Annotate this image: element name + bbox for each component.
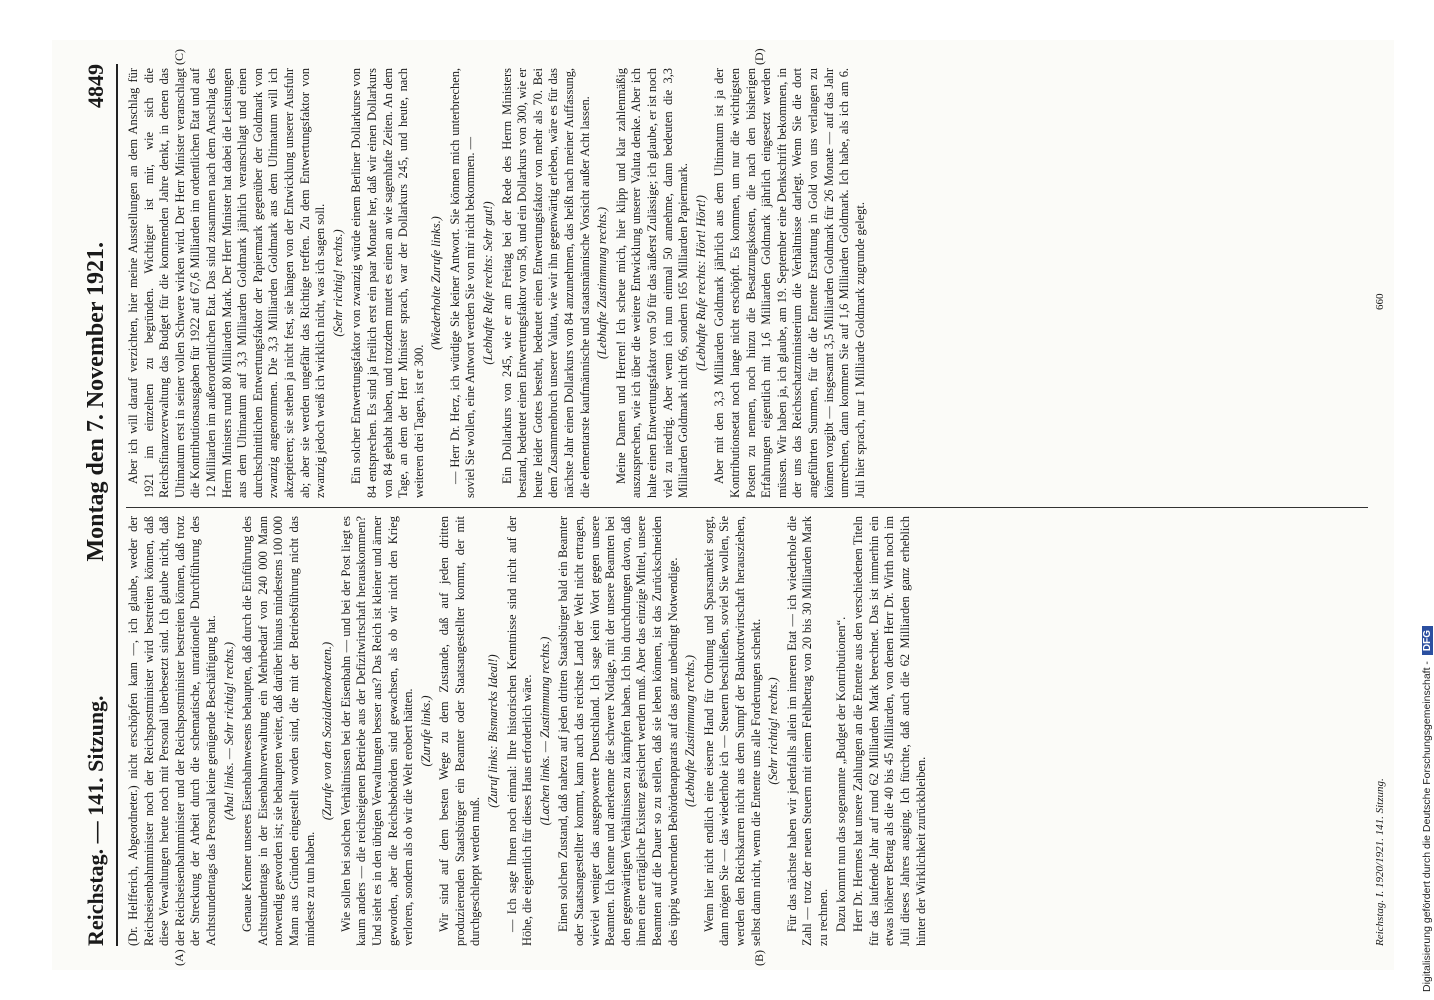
paragraph: — Herr Dr. Herz, ich würdige Sie keiner Antwort. Sie können mich unterbrechen, soviel Sie wollen, eine Antwort werden Sie von mir nicht bekommen. — <box>447 68 478 498</box>
interjection: (Lebhafte Zustimmung rechts.) <box>595 207 610 360</box>
interjection: (Zuruf links: Bismarcks Ideal!) <box>486 654 501 808</box>
interjection: (Zurufe links.) <box>418 695 433 767</box>
interjection: (Zurufe von den Sozialdemokraten.) <box>320 641 335 821</box>
scanned-page-area <box>52 40 1394 970</box>
margin-letter-a: (A) <box>172 949 186 966</box>
paragraph: Ein solcher Entwertungsfaktor von zwanzig würde einem Berliner Dollarkurse von 84 entsprechen. Es sind ja freilich erst ein paar Monate her, daß wir einen Dollarkurs von 84 gehabt haben, und trotzdem mutet es einen an wie sagenhafte Zeiten. An dem Tage, an dem der Herr Minister sprach, war der Dollarkurs 245, und heute, nach weiteren drei Tagen, ist er 300. <box>349 68 426 498</box>
footer-sheet-number: 660 <box>1374 293 1386 310</box>
header-date: Montag den 7. November 1921. <box>82 241 109 562</box>
funding-text: Digitalisierung gefördert durch die Deutsche Forschungsgemeinschaft - <box>1421 661 1433 992</box>
paragraph: (Dr. Helfferich, Abgeordneter.) nicht erschöpfen kann —, ich glaube, weder der Reichseisenbahnminister noch der Reichspostminister wird bestreiten können, daß diese Verwaltungen heute noch mit Personal überbesetzt sind. Ich glaube nicht, daß der Reichseisenbahnminister und der Reichspostminister bestreiten können, daß trotz der Streckung der Arbeit durch die schematische, unrationelle Durchführung des Achtstundentags das Personal keine genügende Beschäftigung hat. <box>126 516 218 946</box>
paragraph: Wir sind auf dem besten Wege zu dem Zustande, daß auf jeden dritten produzierenden Staatsbürger ein Beamter oder Staatsangestellter kommt, der mit durchgeschleppt werden muß. <box>437 516 483 946</box>
page-header <box>76 64 118 946</box>
footer-signature: Reichstag. I. 1920/1921. 141. Sitzung. <box>1374 778 1386 946</box>
page-number: 4849 <box>83 64 108 109</box>
paragraph: Aber ich will darauf verzichten, hier meine Ausstellungen an dem Anschlag für 1921 im einzelnen zu begründen. Wichtiger ist mir, wie sich die Reichsfinanzverwaltung das Budget für die kommenden Jahre denkt, in denen das Ultimatum erst in seiner vollen Schwere wirken wird. Der Herr Minister veranschlagt die Kontributionsausgaben für 1922 auf 67,6 Milliarden im ordentlichen Etat und auf 12 Milliarden im außerordentlichen Etat. Das sind zusammen nach dem Anschlag des Herrn Ministers rund 80 Milliarden Mark. Der Herr Minister hat dabei die Leistungen aus dem Ultimatum auf 3,3 Milliarden Goldmark jährlich veranschlagt und einen durchschnittlichen Entwertungsfaktor der Papiermark gegenüber der Goldmark von zwanzig angenommen. Die 3,3 Milliarden Goldmark aus dem Ultimatum will ich akzeptieren; sie stehen ja nicht fest, sie hängen von der Entwicklung unserer Ausfuhr ab; aber sie werden ungefähr das Richtige treffen. Zu dem Entwertungsfaktor von zwanzig jedoch weiß ich wirklich nicht, was ich sagen soll. <box>126 68 328 498</box>
interjection: (Wiederholte Zurufe links.) <box>429 216 444 350</box>
paragraph: Ein Dollarkurs von 245, wie er am Freitag bei der Rede des Herrn Ministers bestand, bedeutet einen Entwertungsfaktor von 58, und ein Dollarkurs von 300, wie er heute leider Gottes besteht, bedeutet einen Entwertungsfaktor von mehr als 70. Bei dem Zusammenbruch unserer Valuta, wie wir ihn gegenwärtig erleben, wäre es für das nächste Jahr einen Dollarkurs von 84 anzunehmen, das heißt nach meiner Auffassung, die elementarste kaufmännische und staatsmännische Vorsicht außer Acht lassen. <box>499 68 592 498</box>
column-divider <box>126 507 1368 508</box>
margin-letter-c: (C) <box>172 49 186 65</box>
interjection: (Sehr richtig! rechts.) <box>766 677 781 785</box>
interjection: (Lebhafte Zustimmung rechts.) <box>683 655 698 808</box>
interjection: (Lebhafte Rufe rechts: Hört! Hört!) <box>693 195 708 371</box>
paragraph: Wenn hier nicht endlich eine eiserne Hand für Ordnung und Sparsamkeit sorgt, dann mögen Sie — das wiederhole ich — Steuern beschließen, soviel Sie wollen, Sie werden den Reichskarren nicht aus dem Sumpf der Bankrottwirtschaft herausziehen, selbst dann nicht, wenn die Entente uns alle Forderungen schenkt. <box>701 516 763 946</box>
paragraph: Aber mit den 3,3 Milliarden Goldmark jährlich aus dem Ultimatum ist ja der Kontributionsetat noch lange nicht erschöpft. Es kommen, um nur die wichtigsten Posten zu nennen, noch hinzu die Besatzungskosten, die nach den bisherigen Erfahrungen eigentlich mit 1,6 Milliarden Goldmark jährlich eingesetzt werden müssen. Wir haben ja, ich glaube, am 19. September eine Denkschrift bekommen, in der uns das Reichsschatzministerium die Verhältnisse darlegt. Wenn Sie die dort angeführten Summen, für die die Entente Erstattung in Gold von uns verlangen zu können vorgibt — insgesamt 3,5 Milliarden Goldmark für 26 Monate — auf das Jahr umrechnen, dann kommen Sie auf 1,6 Milliarden Goldmark. Ich habe, als ich am 6. Juli hier sprach, nur 1 Milliarde Goldmark zugrunde gelegt. <box>712 68 867 498</box>
newspaper-page <box>52 40 1394 970</box>
text-column-left <box>126 516 1366 946</box>
interjection: (Sehr richtig! rechts.) <box>330 229 345 337</box>
margin-letter-d: (D) <box>752 48 766 65</box>
interjection: (Lebhafte Rufe rechts: Sehr gut!) <box>481 201 496 365</box>
dfg-logo: DFG <box>1422 626 1433 655</box>
paragraph: Für das nächste haben wir jedenfalls allein im inneren Etat — ich wiederhole die Zahl — trotz der neuen Steuern mit einem Fehlbetrag von 20 bis 30 Milliarden Mark zu rechnen. <box>784 516 830 946</box>
text-column-right <box>126 68 1366 498</box>
interjection: (Lachen links. — Zustimmung rechts.) <box>537 636 552 826</box>
paragraph: Genaue Kenner unseres Eisenbahnwesens behaupten, daß durch die Einführung des Achtstundentags in der Eisenbahnverwaltung ein Mehrbedarf von 240 000 Mann notwendig geworden ist; sie behaupten weiter, daß darüber hinaus mindestens 100 000 Mann aus Gründen eingestellt worden sind, die mit der Betriebsführung nicht das mindeste zu tun haben. <box>240 516 317 946</box>
paragraph: Meine Damen und Herren! Ich scheue mich, hier klipp und klar zahlenmäßig auszusprechen, wie ich über die weitere Entwicklung unserer Valuta denke. Aber ich halte einen Entwertungsfaktor von 50 für das äußerst Zulässige; ich glaube, er ist noch viel zu niedrig. Aber wenn ich nun einmal 50 annehme, dann bedeuten die 3,3 Milliarden Goldmark nicht 66, sondern 165 Milliarden Papiermark. <box>613 68 691 498</box>
paragraph: Einen solchen Zustand, daß nahezu auf jeden dritten Staatsbürger bald ein Beamter oder Staatsangestellter kommt, kann auch das reichste Land der Welt nicht ertragen, wieviel weniger das ausgepowerte Deutschland. Ich sage kein Wort gegen unsere Beamten. Ich kenne und anerkenne die schwere Notlage, mit der unsere Beamten bei den gegenwärtigen Verhältnissen zu kämpfen haben. Ich bin durchdrungen davon, daß ihnen eine erträgliche Existenz gesichert werden muß. Aber das einzige Mittel, unsere Beamten auf die Dauer so zu stellen, daß sie leben können, ist das Zurückschneiden des üppig wuchernden Behördenapparats auf das ganz unbedingt Notwendige. <box>556 516 680 946</box>
paragraph: Wie sollen bei solchen Verhältnissen bei der Eisenbahn — und bei der Post liegt es kaum anders — die reichseigenen Betriebe aus der Defizitwirtschaft herauskommen? Und sieht es in den übrigen Verwaltungen besser aus? Das Reich ist kleiner und ärmer geworden, aber die Reichsbehörden sind gewachsen, als ob wir nicht den Krieg verloren, sondern als ob wir die Welt erobert hätten. <box>338 516 416 946</box>
paragraph: Herr Dr. Hermes hat unsere Zahlungen an die Entente aus den verschiedenen Titeln für das laufende Jahr auf rund 62 Milliarden Mark berechnet. Das ist immerhin ein etwas höherer Betrag als die 40 bis 45 Milliarden, von denen Herr Dr. Wirth noch im Juli dieses Jahres ausging. Ich fürchte, daß auch die 62 Milliarden ganz erheblich hinter der Wirklichkeit zurückbleiben. <box>851 516 928 946</box>
margin-letter-b: (B) <box>752 950 766 966</box>
interjection: (Aha! links. — Sehr richtig! rechts.) <box>221 641 236 821</box>
dfg-funding-note <box>1410 0 1432 1000</box>
header-left: Reichstag. — 141. Sitzung. <box>83 695 108 946</box>
paragraph: — Ich sage Ihnen noch einmal: Ihre historischen Kenntnisse sind nicht auf der Höhe, die eigentlich für dieses Haus erforderlich wäre. <box>504 516 535 946</box>
paragraph: Dazu kommt nun das sogenannte „Budget der Kontributionen“. <box>833 616 848 932</box>
